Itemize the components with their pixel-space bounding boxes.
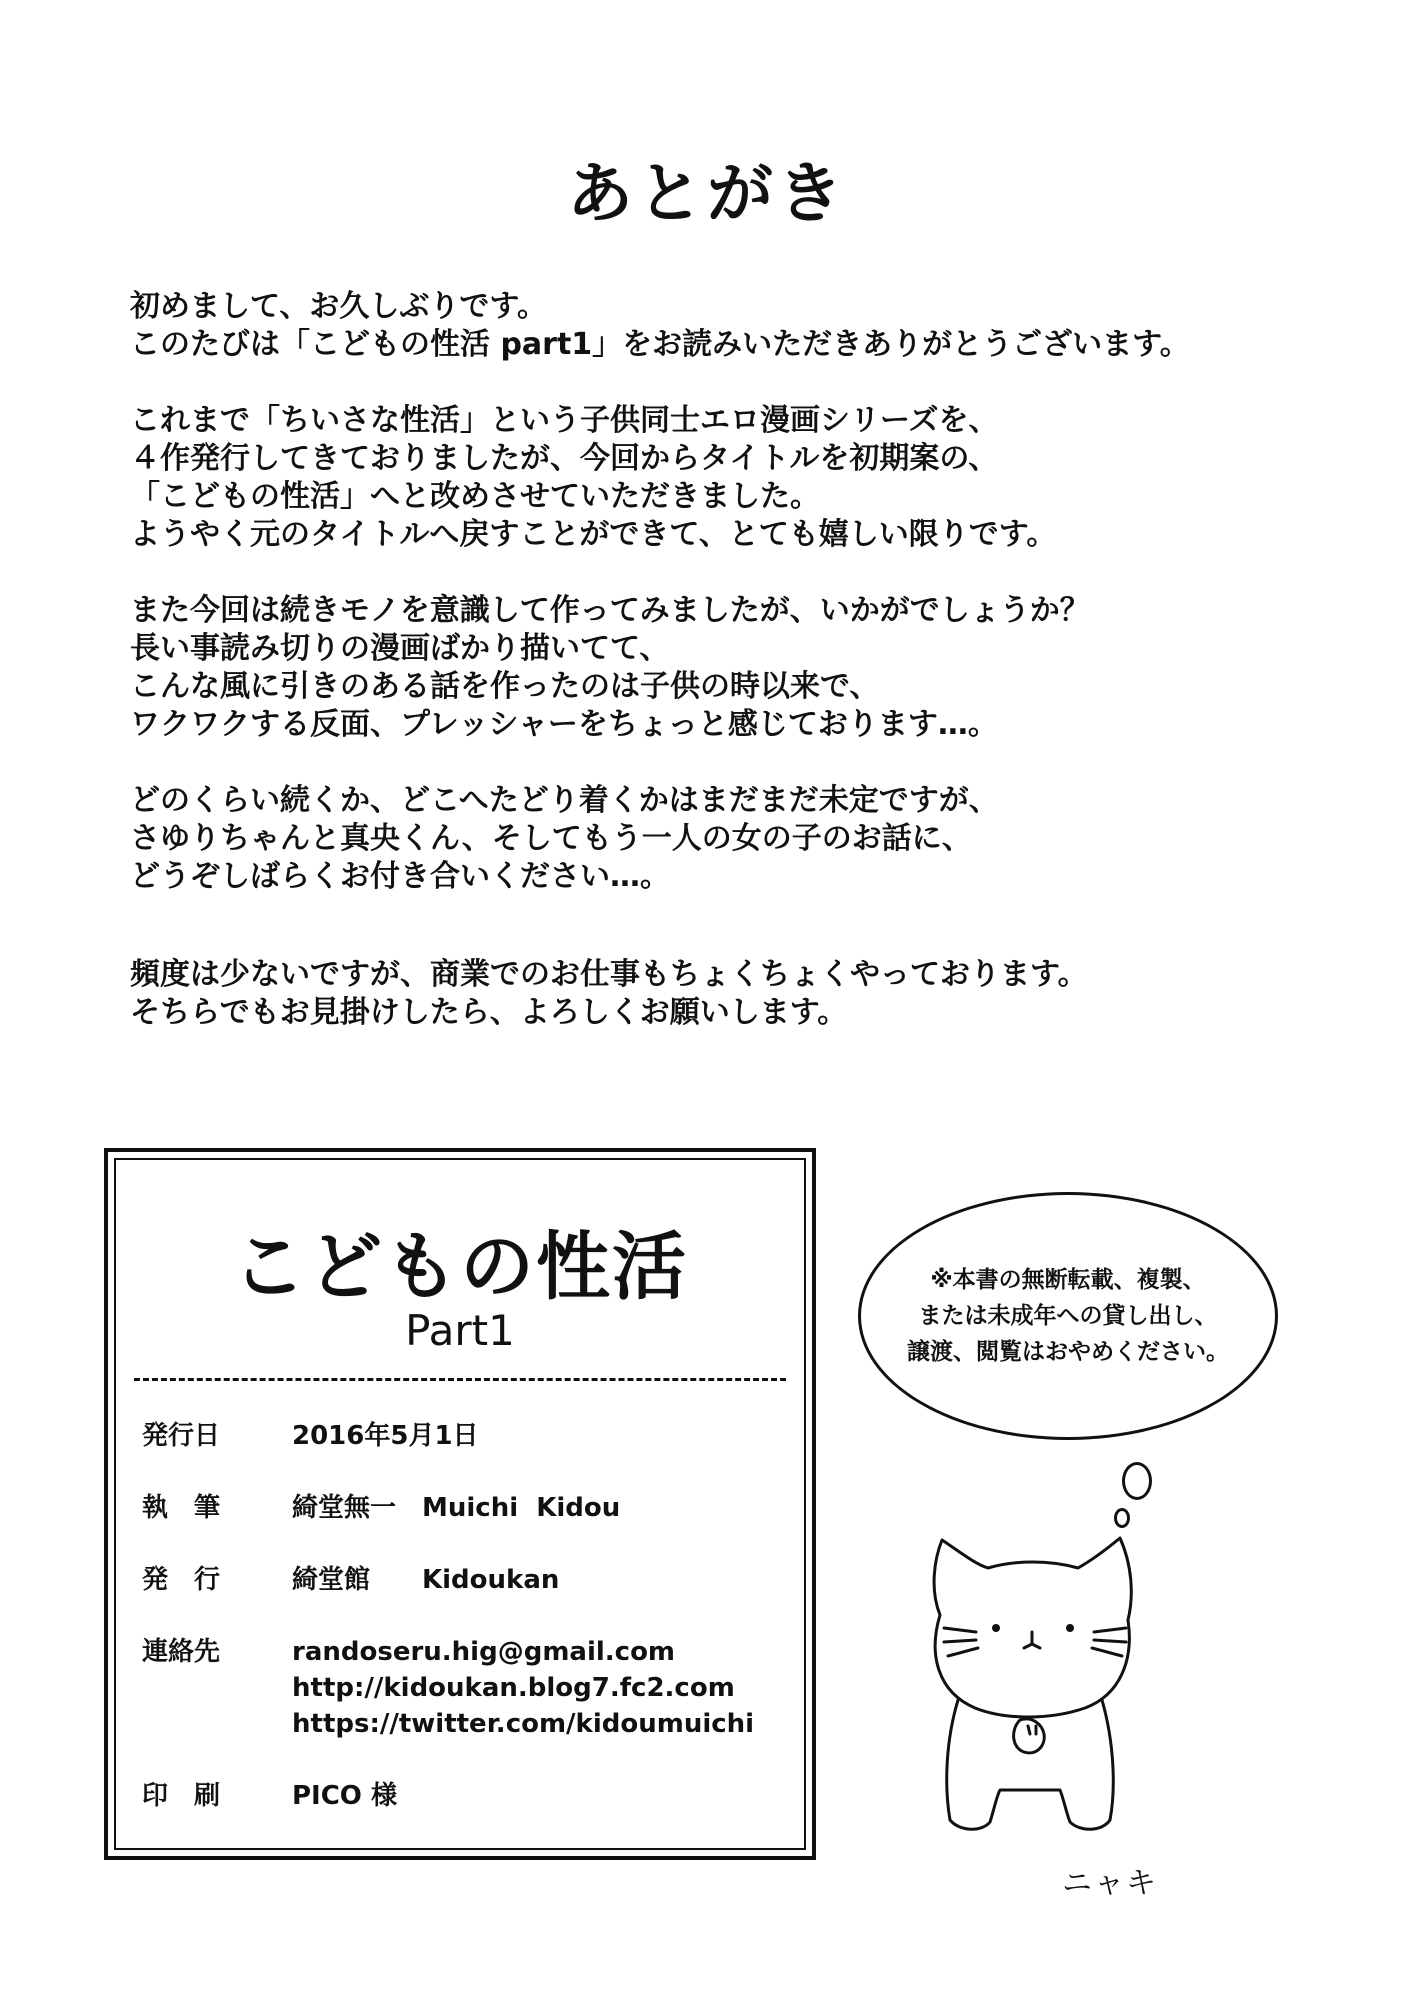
- text-line: 長い事読み切りの漫画ばかり描いてて、: [130, 631, 670, 666]
- info-row-date: [142, 1418, 794, 1454]
- text-line: このたびは「こどもの性活 part1」をお読みいただきありがとうございます。: [130, 327, 1190, 362]
- info-label: 執 筆: [142, 1493, 221, 1523]
- cat-eye-left: [992, 1624, 1000, 1632]
- text-line: 「こどもの性活」へと改めさせていただきました。: [130, 479, 820, 514]
- publish-date: 2016年5月1日: [292, 1421, 479, 1451]
- contact-blog-url: http://kidoukan.blog7.fc2.com: [292, 1673, 735, 1703]
- text-line: こんな風に引きのある話を作ったのは子供の時以来で、: [130, 669, 880, 704]
- cat-whisker: [944, 1628, 978, 1656]
- author-name: 綺堂無一 Muichi Kidou: [292, 1493, 621, 1523]
- notice-line: ※本書の無断転載、複製、: [930, 1267, 1206, 1293]
- paragraph: [130, 402, 1350, 554]
- text-line: これまで「ちいさな性活」という子供同士エロ漫画シリーズを、: [130, 403, 999, 438]
- bubble-dot-large: [1122, 1462, 1152, 1500]
- printer-name: PICO 様: [292, 1781, 397, 1811]
- info-value: [292, 1490, 794, 1526]
- paragraph: [130, 782, 1350, 896]
- cat-eye-right: [1066, 1624, 1074, 1632]
- cat-whisker: [1092, 1628, 1126, 1656]
- colophon-box: [104, 1148, 816, 1860]
- paragraph: [130, 288, 1350, 364]
- info-value: [292, 1418, 794, 1454]
- paragraph: [130, 956, 1350, 1032]
- cat-mouth: [1024, 1632, 1040, 1648]
- info-label: 印 刷: [142, 1781, 221, 1811]
- text-line: どうぞしばらくお付き合いください…。: [130, 859, 670, 894]
- info-label: 発 行: [142, 1565, 221, 1595]
- text-line: そちらでもお見掛けしたら、よろしくお願いします。: [130, 995, 848, 1030]
- info-value: [292, 1562, 794, 1598]
- cat-caption: ニャキ: [1062, 1866, 1158, 1901]
- text-line: 初めまして、お久しぶりです。: [130, 289, 547, 324]
- afterword-body: [130, 288, 1350, 1070]
- info-value: [292, 1634, 794, 1742]
- colophon-info: [142, 1418, 794, 1850]
- notice-line: または未成年への貸し出し、: [918, 1303, 1218, 1329]
- info-row-contact: [142, 1634, 794, 1742]
- info-value: [292, 1778, 794, 1814]
- text-line: 頻度は少ないですが、商業でのお仕事もちょくちょくやっております。: [130, 957, 1088, 992]
- info-label: 発行日: [142, 1421, 221, 1451]
- info-row-author: [142, 1490, 794, 1526]
- book-title: こどもの性活: [232, 1224, 688, 1310]
- cat-head-outline: [934, 1538, 1131, 1717]
- contact-twitter-url: https://twitter.com/kidoumuichi: [292, 1709, 755, 1739]
- info-row-publisher: [142, 1562, 794, 1598]
- text-line: ワクワクする反面、プレッシャーをちょっと感じております…。: [130, 707, 998, 742]
- text-line: また今回は続きモノを意識して作ってみましたが、いかがでしょうか？: [130, 593, 1090, 628]
- cat-mascot-illustration: [920, 1520, 1150, 1850]
- text-line: ようやく元のタイトルへ戻すことができて、とても嬉しい限りです。: [130, 517, 1057, 552]
- text-line: ４作発行してきておりましたが、今回からタイトルを初期案の、: [130, 441, 999, 476]
- contact-email: randoseru.hig@gmail.com: [292, 1637, 676, 1667]
- afterword-title: あとがき: [567, 155, 847, 232]
- colophon-inner-border: [114, 1158, 806, 1850]
- book-part: Part1: [405, 1306, 515, 1355]
- thought-bubble: [858, 1192, 1278, 1440]
- info-row-printer: [142, 1778, 794, 1814]
- text-line: さゆりちゃんと真央くん、そしてもう一人の女の子のお話に、: [130, 821, 972, 856]
- info-label: 連絡先: [142, 1637, 221, 1667]
- text-line: どのくらい続くか、どこへたどり着くかはまだまだ未定ですが、: [130, 783, 999, 818]
- notice-line: 譲渡、閲覧はおやめください。: [907, 1339, 1229, 1365]
- dashed-divider: [134, 1378, 786, 1381]
- publisher-name: 綺堂館 Kidoukan: [292, 1565, 560, 1595]
- paragraph: [130, 592, 1350, 744]
- cat-paw: [1014, 1719, 1045, 1753]
